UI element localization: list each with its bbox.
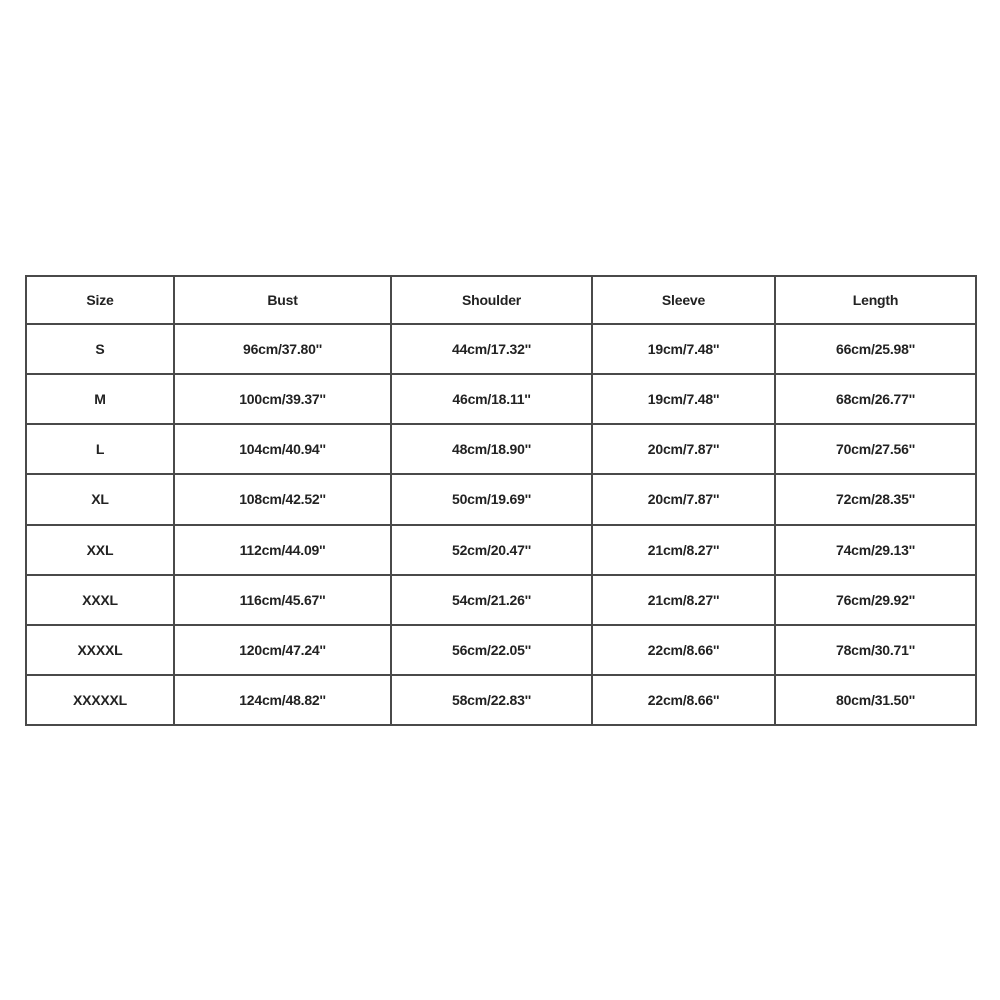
cell-length: 78cm/30.71'' [775, 625, 976, 675]
cell-bust: 124cm/48.82'' [174, 675, 391, 725]
cell-bust: 112cm/44.09'' [174, 525, 391, 575]
table-row [26, 474, 976, 524]
cell-shoulder: 50cm/19.69'' [391, 474, 592, 524]
cell-bust: 120cm/47.24'' [174, 625, 391, 675]
table-row [26, 424, 976, 474]
cell-size: XL [26, 474, 174, 524]
cell-shoulder: 46cm/18.11'' [391, 374, 592, 424]
cell-size: S [26, 324, 174, 374]
cell-length: 74cm/29.13'' [775, 525, 976, 575]
cell-length: 70cm/27.56'' [775, 424, 976, 474]
cell-shoulder: 58cm/22.83'' [391, 675, 592, 725]
cell-size: M [26, 374, 174, 424]
table-row [26, 575, 976, 625]
cell-bust: 100cm/39.37'' [174, 374, 391, 424]
cell-bust: 104cm/40.94'' [174, 424, 391, 474]
cell-sleeve: 21cm/8.27'' [592, 525, 775, 575]
cell-sleeve: 20cm/7.87'' [592, 474, 775, 524]
cell-size: XXXXXL [26, 675, 174, 725]
header-sleeve: Sleeve [592, 276, 775, 324]
cell-length: 66cm/25.98'' [775, 324, 976, 374]
cell-sleeve: 19cm/7.48'' [592, 374, 775, 424]
cell-length: 80cm/31.50'' [775, 675, 976, 725]
table-row [26, 324, 976, 374]
cell-sleeve: 22cm/8.66'' [592, 625, 775, 675]
cell-length: 76cm/29.92'' [775, 575, 976, 625]
size-chart-header [26, 276, 976, 324]
cell-shoulder: 56cm/22.05'' [391, 625, 592, 675]
cell-bust: 96cm/37.80'' [174, 324, 391, 374]
size-chart-body [26, 324, 976, 725]
cell-shoulder: 48cm/18.90'' [391, 424, 592, 474]
cell-shoulder: 52cm/20.47'' [391, 525, 592, 575]
cell-sleeve: 20cm/7.87'' [592, 424, 775, 474]
header-length: Length [775, 276, 976, 324]
cell-sleeve: 19cm/7.48'' [592, 324, 775, 374]
cell-sleeve: 22cm/8.66'' [592, 675, 775, 725]
cell-shoulder: 44cm/17.32'' [391, 324, 592, 374]
header-shoulder: Shoulder [391, 276, 592, 324]
cell-size: L [26, 424, 174, 474]
header-bust: Bust [174, 276, 391, 324]
cell-shoulder: 54cm/21.26'' [391, 575, 592, 625]
table-row [26, 374, 976, 424]
header-size: Size [26, 276, 174, 324]
cell-bust: 108cm/42.52'' [174, 474, 391, 524]
cell-size: XXXL [26, 575, 174, 625]
header-row [26, 276, 976, 324]
cell-bust: 116cm/45.67'' [174, 575, 391, 625]
cell-length: 72cm/28.35'' [775, 474, 976, 524]
size-chart-table [25, 275, 977, 726]
cell-size: XXL [26, 525, 174, 575]
table-row [26, 625, 976, 675]
cell-sleeve: 21cm/8.27'' [592, 575, 775, 625]
cell-length: 68cm/26.77'' [775, 374, 976, 424]
table-row [26, 675, 976, 725]
cell-size: XXXXL [26, 625, 174, 675]
table-row [26, 525, 976, 575]
